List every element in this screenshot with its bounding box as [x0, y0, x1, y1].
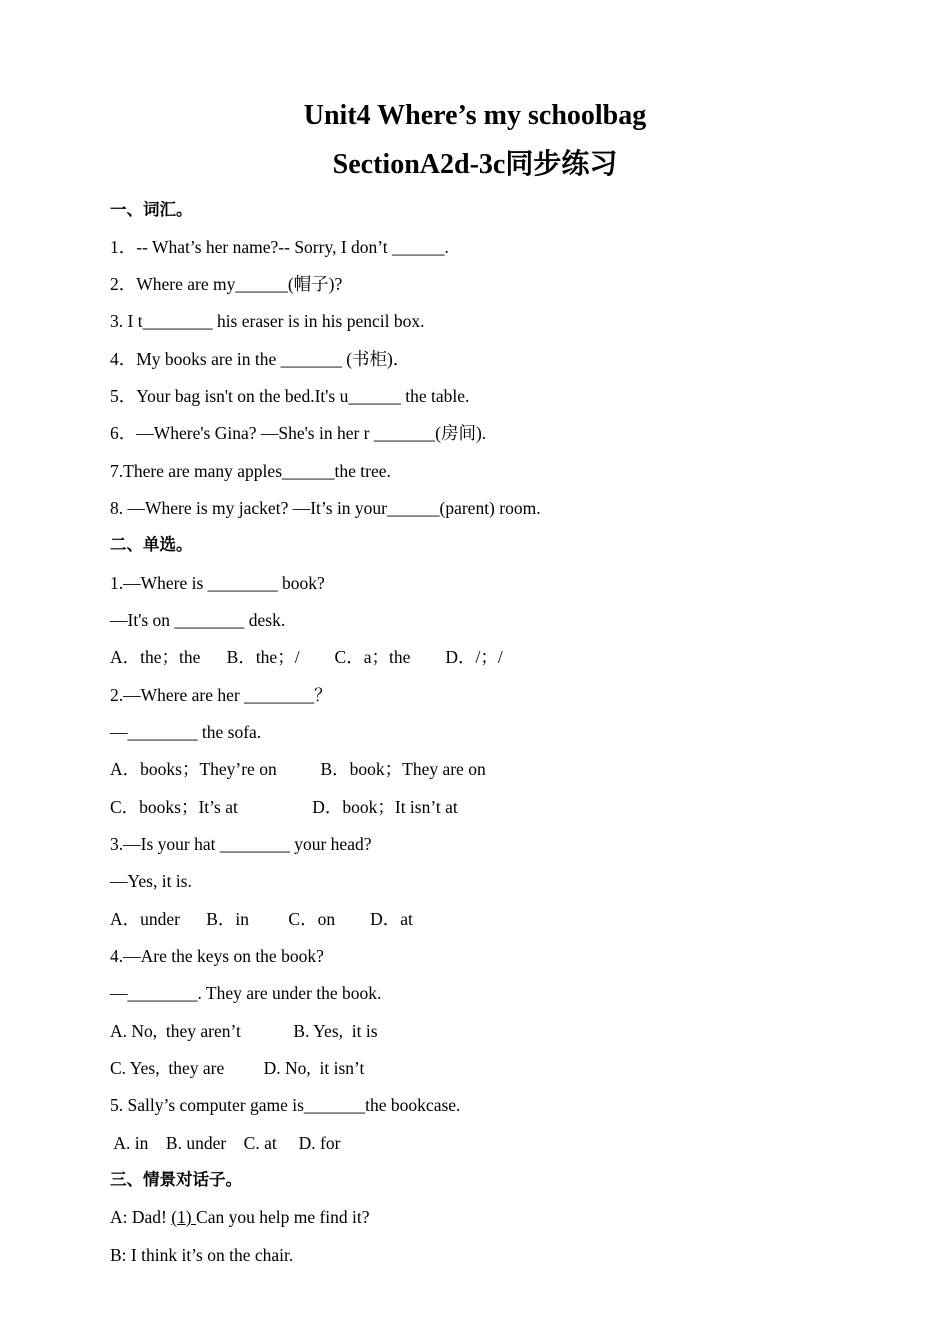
vocab-item: 7.There are many apples______the tree.	[110, 461, 391, 481]
question-stem: —Yes, it is.	[110, 871, 192, 891]
question-stem: —________. They are under the book.	[110, 983, 382, 1003]
section-heading-multiple-choice: 二、单选。	[110, 535, 193, 554]
question-stem: 4.—Are the keys on the book?	[110, 946, 324, 966]
vocab-item: 5．Your bag isn't on the bed.It's u______ the table.	[110, 386, 470, 406]
vocab-item: 4．My books are in the _______ (书柜)．	[110, 349, 411, 369]
question-stem: 1.—Where is ________ book?	[110, 573, 325, 593]
answer-options: A. in B. under C. at D. for	[110, 1133, 341, 1153]
vocab-item: 8. —Where is my jacket? —It’s in your______(parent) room.	[110, 498, 541, 518]
question-stem: 2.—Where are her ________？	[110, 685, 332, 705]
vocab-item: 1．-- What’s her name?-- Sorry, I don’t ______.	[110, 237, 449, 257]
document-title: Unit4 Where’s my schoolbag	[303, 100, 647, 131]
section-heading-dialogue: 三、情景对话子。	[110, 1170, 242, 1189]
dialogue-prefix: A: Dad!	[110, 1207, 172, 1227]
vocab-item: 3. I t________ his eraser is in his pencil box.	[110, 311, 425, 331]
question-stem: 5. Sally’s computer game is_______the bookcase.	[110, 1095, 461, 1115]
question-stem: —It's on ________ desk.	[110, 610, 286, 630]
dialogue-blank: (1)	[171, 1207, 197, 1227]
dialogue-line: B: I think it’s on the chair.	[110, 1245, 294, 1265]
question-stem: —________ the sofa.	[110, 722, 262, 742]
dialogue-suffix: Can you help me find it?	[196, 1207, 370, 1227]
answer-options: A．under B．in C．on D．at	[110, 909, 413, 929]
answer-options: A．books；They’re on B．book；They are on	[110, 759, 486, 779]
vocab-item: 6．—Where's Gina? —She's in her r _______(房间).	[110, 423, 487, 443]
document-subtitle: SectionA2d-3c同步练习	[332, 149, 618, 180]
dialogue-line	[110, 1205, 370, 1229]
answer-options: C. Yes, they are D. No, it isn’t	[110, 1058, 365, 1078]
answer-options: A．the；the B．the；/ C．a；the D．/；/	[110, 647, 503, 667]
section-heading-vocabulary: 一、词汇。	[110, 200, 193, 219]
answer-options: A. No, they aren’t B. Yes, it is	[110, 1021, 378, 1041]
vocab-item: 2．Where are my______(帽子)?	[110, 274, 343, 294]
question-stem: 3.—Is your hat ________ your head?	[110, 834, 372, 854]
answer-options: C．books；It’s at D．book；It isn’t at	[110, 797, 458, 817]
